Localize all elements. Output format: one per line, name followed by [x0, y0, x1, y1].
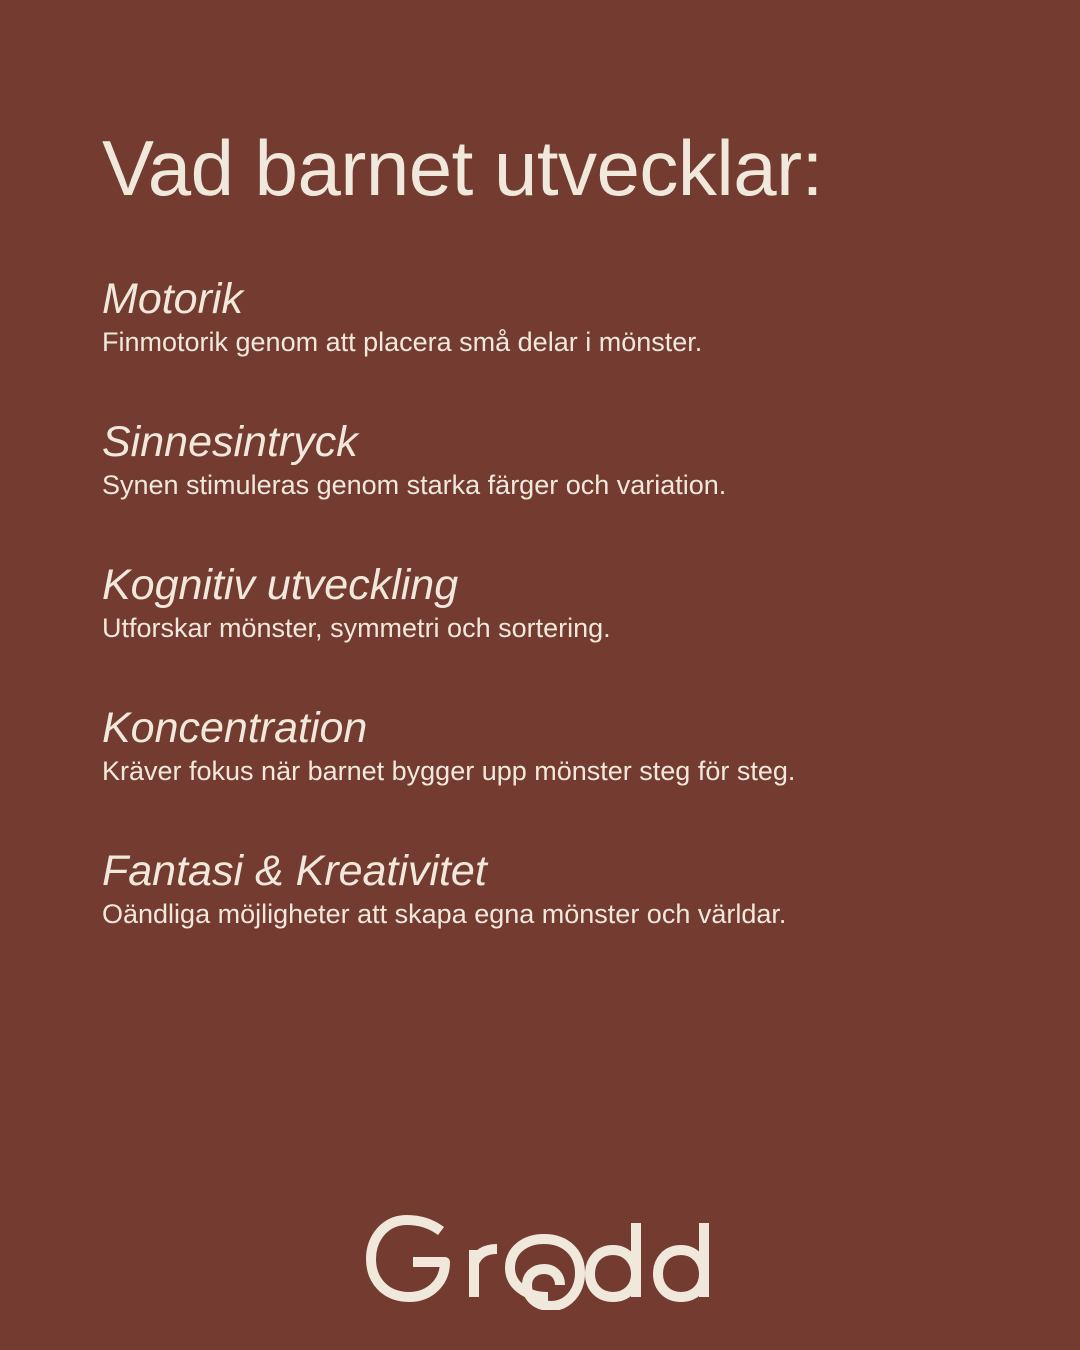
item-heading-sinnesintryck: Sinnesintryck — [102, 418, 358, 466]
item-description-sinnesintryck: Synen stimuleras genom starka färger och variation. — [102, 470, 727, 500]
list-item-fantasi-kreativitet — [102, 846, 1002, 989]
list-item-kognitiv-utveckling — [102, 560, 1002, 703]
page-title: Vad barnet utvecklar: — [102, 124, 823, 212]
item-description-kognitiv-utveckling: Utforskar mönster, symmetri och sortering. — [102, 613, 611, 643]
grodd-logo — [365, 1215, 715, 1310]
item-heading-motorik: Motorik — [102, 275, 243, 323]
item-description-fantasi-kreativitet: Oändliga möjligheter att skapa egna mönster och världar. — [102, 899, 787, 929]
development-list — [102, 274, 1002, 989]
list-item-sinnesintryck — [102, 417, 1002, 560]
item-description-motorik: Finmotorik genom att placera små delar i mönster. — [102, 327, 703, 357]
item-heading-fantasi-kreativitet: Fantasi & Kreativitet — [102, 847, 487, 895]
grodd-logo-mark — [365, 1215, 715, 1310]
item-description-koncentration: Kräver fokus när barnet bygger upp mönster steg för steg. — [102, 756, 796, 786]
list-item-motorik — [102, 274, 1002, 417]
list-item-koncentration — [102, 703, 1002, 846]
item-heading-kognitiv-utveckling: Kognitiv utveckling — [102, 561, 459, 609]
item-heading-koncentration: Koncentration — [102, 704, 368, 752]
content-panel — [102, 120, 1002, 989]
